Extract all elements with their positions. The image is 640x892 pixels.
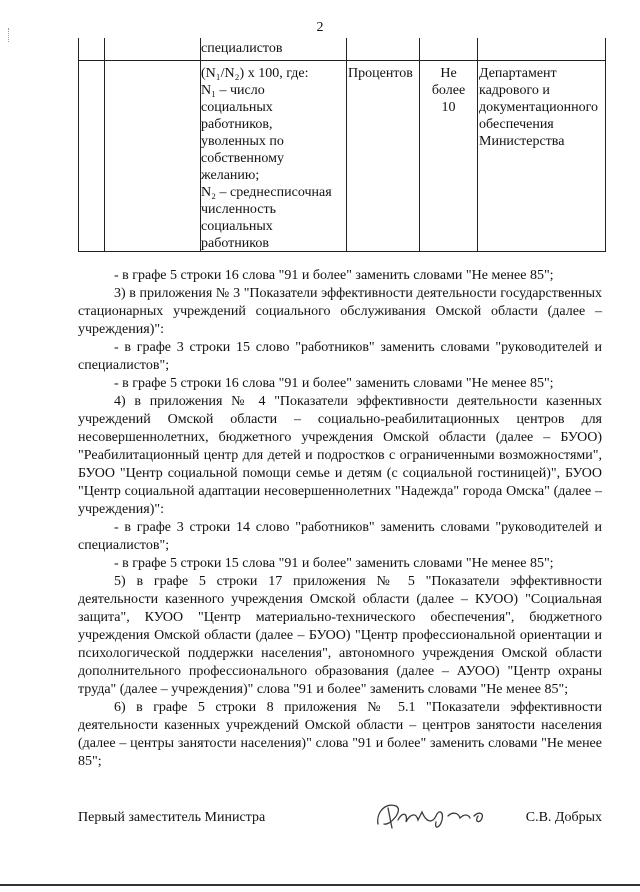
responsible-line: Департамент xyxy=(479,66,557,81)
formula-line: работников xyxy=(201,236,269,251)
table-cell-unit: Процентов xyxy=(348,66,413,81)
paragraph: 3) в приложения № 3 "Показатели эффективности деятельности государственных стационарных учреждений социального обслуживания Омской области (далее – учреждения)": xyxy=(78,286,602,337)
responsible-line: кадрового и xyxy=(479,83,550,98)
table-border xyxy=(346,38,347,252)
responsible-line: обеспечения xyxy=(479,117,554,132)
formula-line: социальных xyxy=(201,219,273,234)
indicator-table xyxy=(78,38,606,252)
table-cell-responsible xyxy=(479,65,606,150)
signatory-title: Первый заместитель Министра xyxy=(78,810,266,825)
responsible-line: Министерства xyxy=(479,134,565,149)
table-border xyxy=(104,38,105,252)
formula-line: собственному xyxy=(201,151,284,166)
table-cell-value xyxy=(420,65,477,116)
paragraph: - в графе 3 строки 14 слово "работников" заменить словами "руководителей и специалистов"; xyxy=(78,520,602,553)
scan-bottom-edge xyxy=(0,884,640,886)
paragraph: 4) в приложения № 4 "Показатели эффективности деятельности казенных учреждений Омской области – социально-реабилитационных центров для несовершеннолетних, бюджетного учреждения Омской области (далее – БУОО) "Реабилитационный центр для детей и подростков с ограниченными возможностями", БУОО "Центр социальной помощи семье и детям (с социальной гостиницей)", БУОО "Центр социальной адаптации несовершеннолетних "Надежда" города Омска" (далее – учреждения)": xyxy=(78,394,602,517)
formula-line: социальных xyxy=(201,100,273,115)
paragraph: - в графе 5 строки 15 слова "91 и более" заменить словами "Не менее 85"; xyxy=(114,556,554,571)
table-cell-formula-tail: специалистов xyxy=(201,41,283,56)
handwritten-signature xyxy=(370,794,500,838)
formula-line: N₁ – число xyxy=(201,83,265,98)
paragraph: - в графе 5 строки 16 слова "91 и более" заменить словами "Не менее 85"; xyxy=(114,376,554,391)
signature-block xyxy=(78,808,602,838)
table-border xyxy=(78,38,79,252)
formula-line: работников, xyxy=(201,117,273,132)
paragraph: 5) в графе 5 строки 17 приложения № 5 "Показатели эффективности деятельности казенного учреждения Омской области (далее – КУОО) "Социальная защита", КУОО "Центр материально-технического обеспечения", бюджетного учреждения Омской области (далее – БУОО) "Центр профессиональной ориентации и психологической поддержки населения", автономного учреждения Омской области дополнительного профессионального образования (далее – АУОО) "Центр охраны труда" (далее – учреждения)" слова "91 и более" заменить словами "Не менее 85"; xyxy=(78,574,602,697)
formula-line: численность xyxy=(201,202,276,217)
table-border xyxy=(477,38,478,252)
amendments-text xyxy=(78,267,602,771)
value-line: 10 xyxy=(441,100,456,115)
paragraph: - в графе 3 строки 15 слово "работников" заменить словами "руководителей и специалистов"; xyxy=(78,340,602,373)
paragraph: - в графе 5 строки 16 слова "91 и более" заменить словами "Не менее 85"; xyxy=(114,268,554,283)
formula-line: уволенных по xyxy=(201,134,284,149)
formula-line: (N₁/N₂) x 100, где: xyxy=(201,66,309,81)
signatory-name: С.В. Добрых xyxy=(525,810,602,825)
value-line: более xyxy=(431,83,466,98)
page-number: 2 xyxy=(316,20,324,35)
formula-line: N₂ – среднесписочная xyxy=(201,185,332,200)
table-cell-formula xyxy=(201,65,346,252)
table-row-divider xyxy=(78,60,606,61)
formula-line: желанию; xyxy=(201,168,260,183)
value-line: Не xyxy=(440,66,457,81)
responsible-line: документационного xyxy=(479,100,598,115)
paragraph: 6) в графе 5 строки 8 приложения № 5.1 "Показатели эффективности деятельности казенных учреждений Омской области – центров занятости населения (далее – центры занятости населения)" слова "91 и более" заменить словами "Не менее 85"; xyxy=(78,700,602,769)
